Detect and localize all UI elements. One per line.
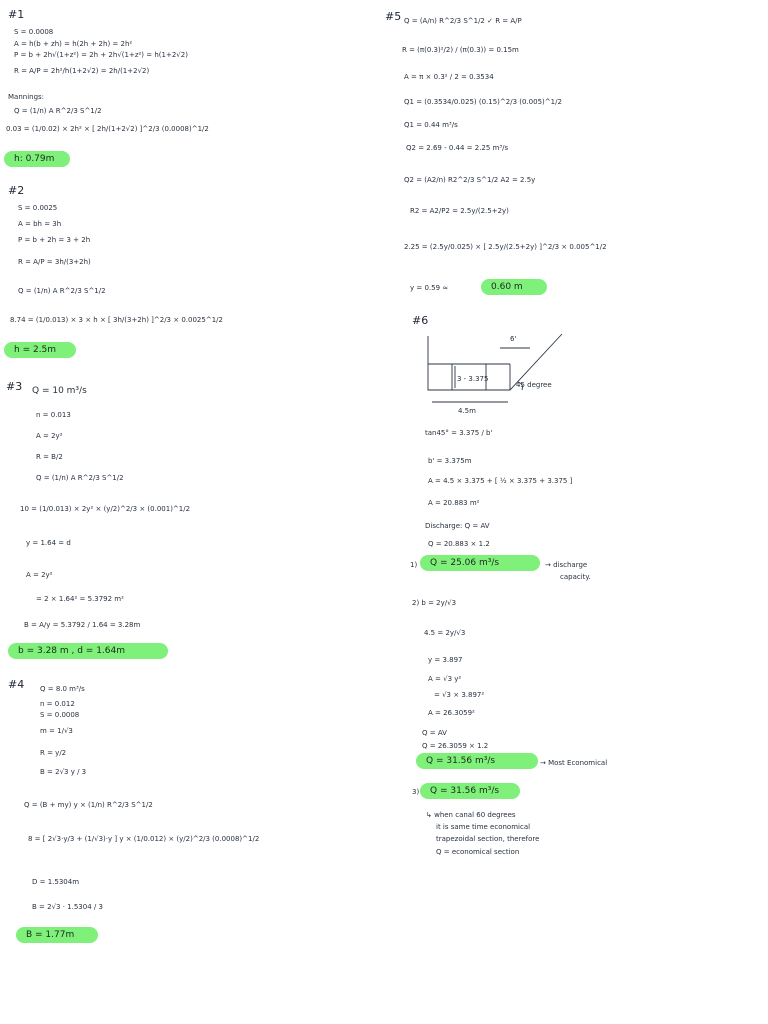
p6-note-line: it is same time economical (436, 823, 531, 831)
p6-ans3-number: 3) (412, 788, 420, 796)
p1-line: P = b + 2h√(1+z²) = 2h + 2h√(1+z²) = h(1+2√2) (14, 51, 188, 59)
p6-ans2-note: → Most Economical (540, 759, 608, 767)
p4-line: B = 2√3 y / 3 (40, 768, 87, 776)
p4-line: Q = 8.0 m³/s (40, 685, 85, 693)
p6-line: tan45° = 3.375 / b' (425, 429, 493, 437)
p6-part2-line: A = √3 y² (428, 675, 462, 683)
p4-line: R = y/2 (40, 749, 67, 757)
p6-ans1-number: 1) (410, 561, 418, 569)
p1-line: Mannings: (8, 93, 45, 101)
p2-line: P = b + 2h = 3 + 2h (18, 236, 91, 244)
p6-note-line: ↳ when canal 60 degrees (426, 811, 516, 819)
p1-line: A = h(b + zh) = h(2h + 2h) = 2h² (14, 40, 133, 48)
p6-line: Q = 20.883 × 1.2 (428, 540, 490, 548)
p5-line: y = 0.59 ≈ (410, 284, 449, 292)
p4-line: n = 0.012 (40, 700, 75, 708)
p6-part2-line: 2) b = 2y/√3 (412, 599, 457, 607)
problem-4-title: #4 (8, 678, 25, 691)
p4-line: D = 1.5304m (32, 878, 80, 886)
p2-line: A = bh = 3h (18, 220, 62, 228)
p3-line: R = B/2 (36, 453, 63, 461)
fig-depth-label: 3 - 3.375 (457, 375, 489, 383)
p5-line: Q2 = (A2/n) R2^2/3 S^1/2 A2 = 2.5y (404, 176, 536, 184)
p6-part2-line: A = 26.3059² (428, 709, 475, 717)
p1-line: R = A/P = 2h²/h(1+2√2) = 2h/(1+2√2) (14, 67, 150, 75)
p6-part2-line: 4.5 = 2y/√3 (424, 629, 466, 637)
p5-line: Q1 = 0.44 m³/s (404, 121, 458, 129)
p4-line: 8 = [ 2√3·y/3 + (1/√3)·y ] y × (1/0.012) × (y/2)^2/3 (0.0008)^1/2 (28, 835, 260, 843)
p6-part2-line: = √3 × 3.897² (434, 691, 485, 699)
problem-2-title: #2 (8, 184, 25, 197)
p6-line: Discharge: Q = AV (425, 522, 490, 530)
p3-line: A = 2y² (26, 571, 53, 579)
p5-line: R = (π(0.3)²/2) / (π(0.3)) = 0.15m (402, 46, 519, 54)
p3-line: Q = 10 m³/s (32, 386, 87, 396)
p6-ans1-note: → discharge (545, 561, 588, 569)
problem-5-title: #5 (385, 10, 402, 23)
p1-line: Q = (1/n) A R^2/3 S^1/2 (14, 107, 102, 115)
p3-answer-highlight: b = 3.28 m , d = 1.64m (8, 643, 168, 659)
p5-line: 2.25 = (2.5y/0.025) × [ 2.5y/(2.5+2y) ]^2/3 × 0.005^1/2 (404, 243, 607, 251)
p4-answer-highlight: B = 1.77m (16, 927, 98, 943)
p6-ans1-highlight: Q = 25.06 m³/s (420, 555, 540, 571)
p6-ans2-highlight: Q = 31.56 m³/s (416, 753, 538, 769)
problem-6-title: #6 (412, 314, 429, 327)
p6-ans1-note: capacity. (560, 573, 591, 581)
p5-line: R2 = A2/P2 = 2.5y/(2.5+2y) (410, 207, 509, 215)
p6-note-line: Q = economical section (436, 848, 520, 856)
p6-ans3-highlight: Q = 31.56 m³/s (420, 783, 520, 799)
problem-3-title: #3 (6, 380, 23, 393)
fig-width-label: 4.5m (458, 407, 476, 415)
p4-line: B = 2√3 · 1.5304 / 3 (32, 903, 103, 911)
p6-part2-line: Q = AV (422, 729, 447, 737)
p3-line: y = 1.64 = d (26, 539, 71, 547)
p6-part2-line: Q = 26.3059 × 1.2 (422, 742, 489, 750)
p6-line: A = 20.883 m² (428, 499, 480, 507)
p3-line: A = 2y² (36, 432, 63, 440)
trapezoid-channel-figure (420, 326, 570, 421)
p6-part2-line: y = 3.897 (428, 656, 463, 664)
fig-angle-label: 45 degree (516, 381, 552, 389)
p5-line: Q = (A/n) R^2/3 S^1/2 ✓ R = A/P (404, 17, 522, 25)
p2-line: Q = (1/n) A R^2/3 S^1/2 (18, 287, 106, 295)
p4-line: m = 1/√3 (40, 727, 73, 735)
p5-line: Q1 = (0.3534/0.025) (0.15)^2/3 (0.005)^1/2 (404, 98, 562, 106)
p3-line: B = A/y = 5.3792 / 1.64 = 3.28m (24, 621, 141, 629)
p6-line: A = 4.5 × 3.375 + [ ½ × 3.375 + 3.375 ] (428, 477, 573, 485)
p5-line: Q2 = 2.69 - 0.44 = 2.25 m³/s (406, 144, 509, 152)
p2-line: R = A/P = 3h/(3+2h) (18, 258, 91, 266)
p4-line: S = 0.0008 (40, 711, 80, 719)
p5-answer-highlight: 0.60 m (481, 279, 547, 295)
p2-answer-highlight: h = 2.5m (4, 342, 76, 358)
problem-1-title: #1 (8, 8, 25, 21)
p5-line: A = π × 0.3² / 2 = 0.3534 (404, 73, 494, 81)
p3-line: 10 = (1/0.013) × 2y² × (y/2)^2/3 × (0.001)^1/2 (20, 505, 191, 513)
p1-line: 0.03 = (1/0.02) × 2h² × [ 2h/(1+2√2) ]^2/3 (0.0008)^1/2 (6, 125, 209, 133)
p3-line: n = 0.013 (36, 411, 71, 419)
p1-answer-highlight: h: 0.79m (4, 151, 70, 167)
fig-top-label: 6' (510, 335, 517, 343)
p6-line: b' = 3.375m (428, 457, 472, 465)
p1-line: S = 0.0008 (14, 28, 54, 36)
p2-line: S = 0.0025 (18, 204, 58, 212)
p2-line: 8.74 = (1/0.013) × 3 × h × [ 3h/(3+2h) ]^2/3 × 0.0025^1/2 (10, 316, 223, 324)
p3-line: Q = (1/n) A R^2/3 S^1/2 (36, 474, 124, 482)
p3-line: = 2 × 1.64² = 5.3792 m² (36, 595, 124, 603)
p4-line: Q = (B + my) y × (1/n) R^2/3 S^1/2 (24, 801, 153, 809)
p6-note-line: trapezoidal section, therefore (436, 835, 540, 843)
